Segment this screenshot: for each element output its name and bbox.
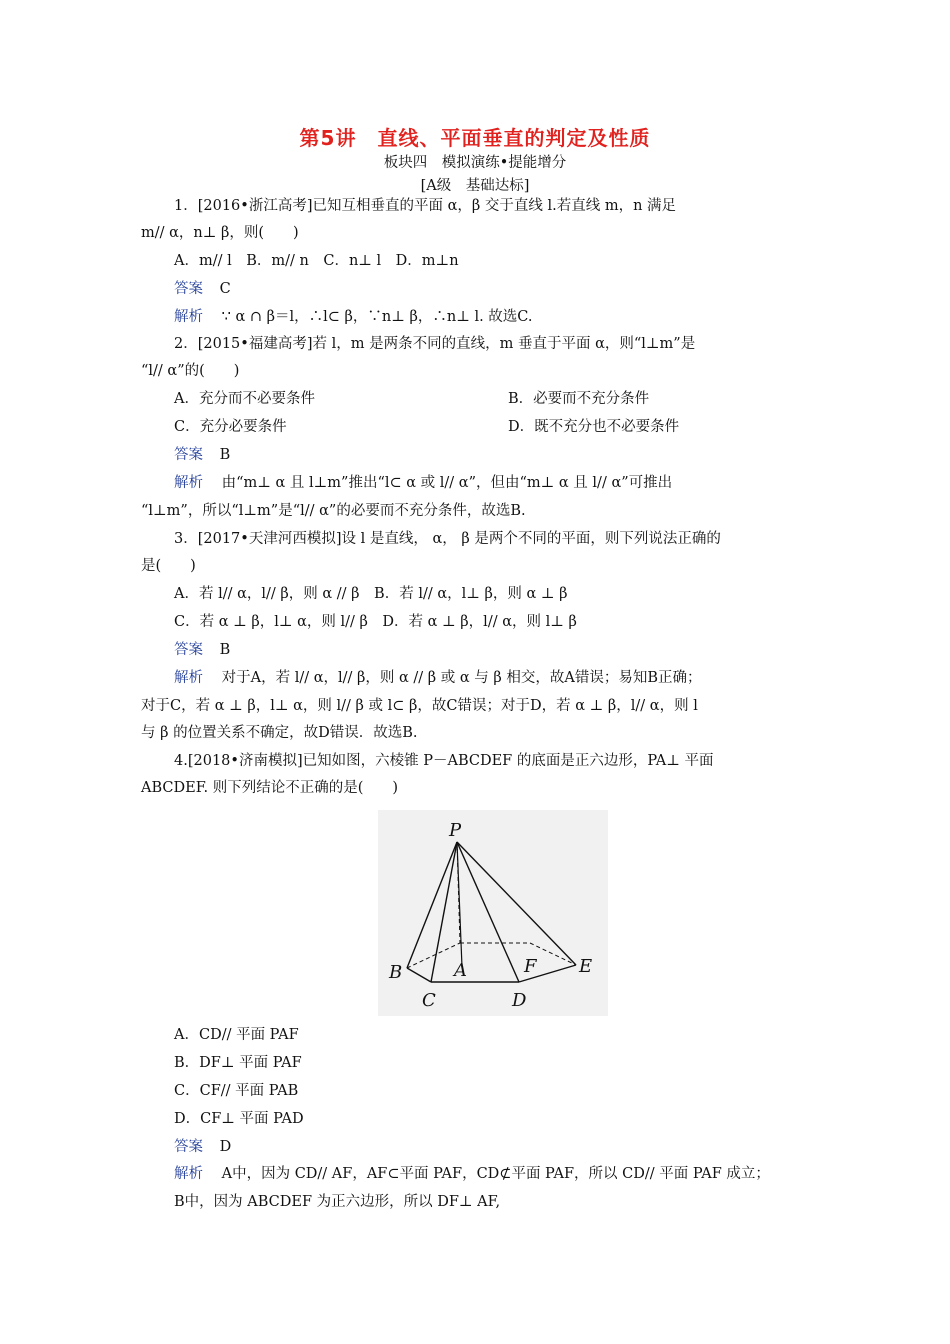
lesson-title: 第5讲 直线、平面垂直的判定及性质: [299, 126, 651, 150]
q3-stem-line2: 是( ): [141, 558, 196, 574]
label-d: D: [512, 990, 527, 1011]
label-e: E: [579, 956, 593, 977]
analysis-label: 解析: [174, 475, 203, 491]
answer-label: 答案: [174, 642, 203, 658]
edge-fe: [530, 943, 576, 965]
q3-analysis-text1: 对于A，若 l// α，l// β，则 α // β 或 α 与 β 相交，故A错误；易知B正确；: [221, 670, 702, 686]
q4-option-a: A．CD// 平面 PAF: [174, 1027, 299, 1043]
q3-answer: [174, 640, 230, 660]
q4-option-c: C．CF// 平面 PAB: [174, 1083, 299, 1099]
q2-option-c: C．充分必要条件: [174, 419, 287, 435]
q2-analysis-line2: “l⊥m”，所以“l⊥m”是“l// α”的必要而不充分条件，故选B.: [141, 503, 526, 519]
hexagonal-pyramid-figure: [378, 810, 608, 1016]
q1-analysis: [174, 307, 533, 327]
q1-options: A．m// l B．m// n C．n⊥ l D．m⊥n: [174, 253, 459, 269]
answer-label: 答案: [174, 1139, 203, 1155]
q1-analysis-text: ∵ α ∩ β＝l，∴l⊂ β，∵n⊥ β，∴n⊥ l. 故选C.: [221, 309, 533, 325]
q3-analysis-line3: 与 β 的位置关系不确定，故D错误．故选B.: [141, 725, 418, 741]
q3-analysis-line2: 对于C，若 α ⊥ β，l⊥ α，则 l// β 或 l⊂ β，故C错误；对于D，若 α ⊥ β，l// α，则 l: [141, 698, 698, 714]
q2-analysis-line1: [174, 473, 672, 493]
q2-option-a: A．充分而不必要条件: [174, 391, 315, 407]
q3-analysis-line1: [174, 668, 702, 688]
q2-option-d: D．既不充分也不必要条件: [508, 419, 680, 435]
q2-answer-value: B: [219, 447, 231, 463]
q3-answer-value: B: [219, 642, 231, 658]
edge-pf: [457, 842, 462, 967]
q4-analysis-line1: [174, 1164, 770, 1184]
q3-stem-line1: 3．[2017•天津河西模拟]设 l 是直线， α， β 是两个不同的平面，则下列说法正确的: [174, 531, 721, 547]
analysis-label: 解析: [174, 309, 203, 325]
edge-pb: [407, 842, 457, 968]
q4-answer: [174, 1137, 231, 1157]
analysis-label: 解析: [174, 1166, 203, 1182]
q2-analysis-text1: 由“m⊥ α 且 l⊥m”推出“l⊂ α 或 l// α”，但由“m⊥ α 且 l// α”可推出: [221, 475, 673, 491]
edge-pe: [457, 842, 576, 965]
analysis-label: 解析: [174, 670, 203, 686]
answer-label: 答案: [174, 447, 203, 463]
q3-options-cd: C．若 α ⊥ β，l⊥ α，则 l// β D．若 α ⊥ β，l// α，则 l⊥ β: [174, 614, 577, 630]
q3-options-ab: A．若 l// α，l// β，则 α // β B．若 l// α，l⊥ β，则 α ⊥ β: [174, 586, 568, 602]
q4-analysis-line2: B中，因为 ABCDEF 为正六边形，所以 DF⊥ AF,: [174, 1194, 501, 1210]
q1-answer-value: C: [219, 281, 231, 297]
q4-option-b: B．DF⊥ 平面 PAF: [174, 1055, 302, 1071]
label-a: A: [454, 960, 467, 981]
q2-answer: [174, 445, 230, 465]
q4-stem-line2: ABCDEF. 则下列结论不正确的是( ): [141, 780, 399, 796]
label-c: C: [422, 990, 436, 1011]
q1-stem-line1: 1．[2016•浙江高考]已知互相垂直的平面 α，β 交于直线 l.若直线 m，n 满足: [174, 198, 677, 214]
q4-answer-value: D: [219, 1139, 232, 1155]
label-f: F: [524, 956, 537, 977]
label-p: P: [449, 820, 462, 841]
level-heading: [A级 基础达标]: [420, 178, 530, 194]
q4-stem-line1: 4.[2018•济南模拟]已知如图，六棱锥 P－ABCDEF 的底面是正六边形，PA⊥ 平面: [174, 753, 714, 769]
section-subtitle: 板块四 模拟演练•提能增分: [383, 155, 567, 171]
label-b: B: [389, 962, 403, 983]
edge-bc: [407, 968, 431, 982]
q4-analysis-text1: A中，因为 CD// AF，AF⊂平面 PAF，CD⊄平面 PAF，所以 CD// 平面 PAF 成立；: [221, 1166, 770, 1182]
q2-stem-line1: 2．[2015•福建高考]若 l，m 是两条不同的直线，m 垂直于平面 α，则“l⊥m”是: [174, 336, 696, 352]
q2-stem-line2: “l// α”的( ): [141, 363, 240, 379]
q1-answer: [174, 279, 231, 299]
q4-option-d: D．CF⊥ 平面 PAD: [174, 1111, 304, 1127]
q2-option-b: B．必要而不充分条件: [508, 391, 650, 407]
q1-stem-line2: m// α，n⊥ β，则( ): [141, 225, 299, 241]
pyramid-diagram: [378, 810, 608, 1016]
answer-label: 答案: [174, 281, 203, 297]
